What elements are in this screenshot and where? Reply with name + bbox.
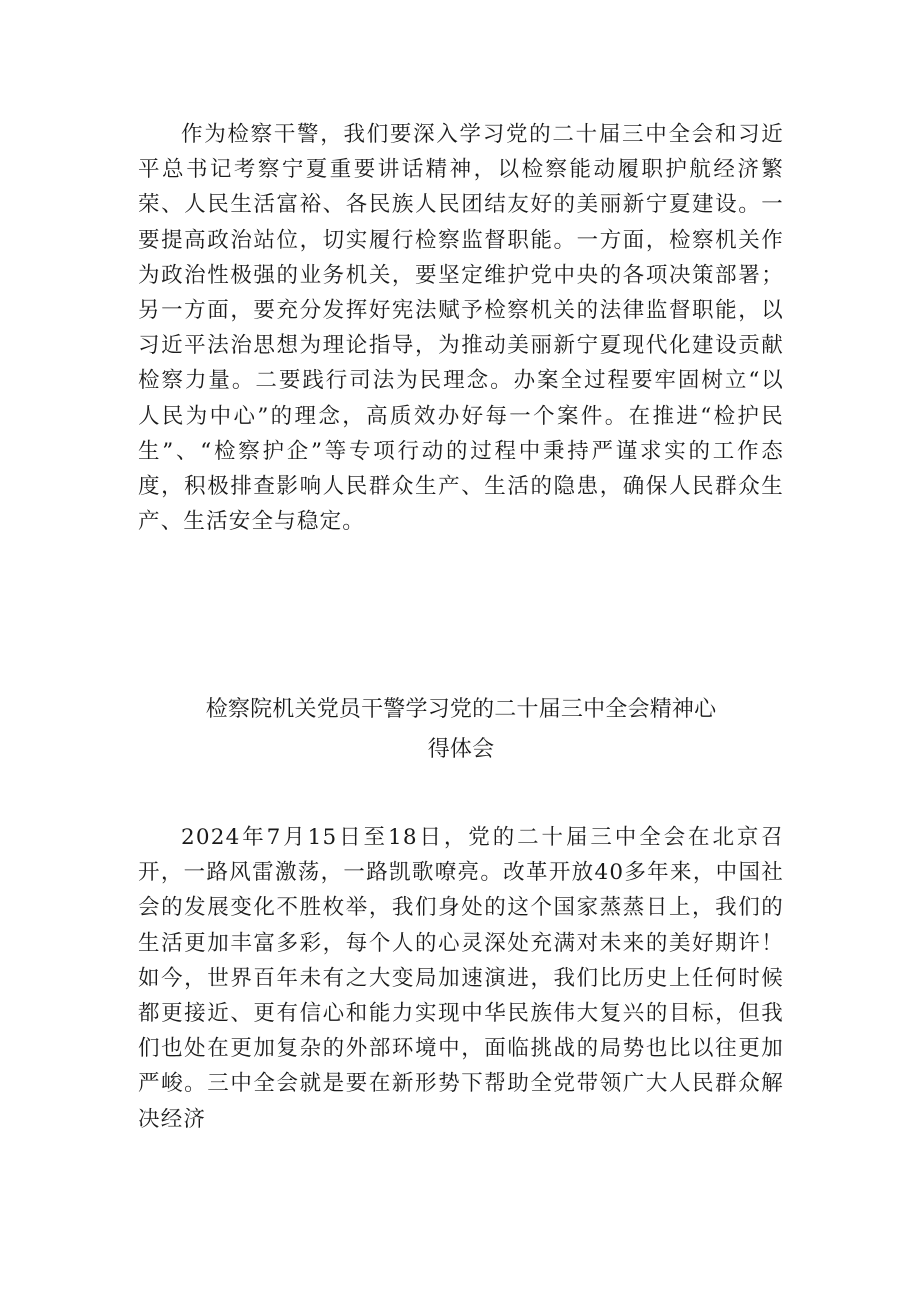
article-title [138, 690, 784, 770]
article-title-line-1: 检察院机关党员干警学习党的二十届三中全会精神心 [205, 697, 717, 722]
body-paragraph-2: 2024年7月15日至18日，党的二十届三中全会在北京召开，一路风雷激荡，一路凯歌嘹亮。改革开放40多年来，中国社会的发展变化不胜枚举，我们身处的这个国家蒸蒸日上，我们的生活更加丰富多彩，每个人的心灵深处充满对未来的美好期许！如今，世界百年未有之大变局加速演进，我们比历史上任何时候都更接近、更有信心和能力实现中华民族伟大复兴的目标，但我们也处在更加复杂的外部环境中，面临挑战的局势也比以往更加严峻。三中全会就是要在新形势下帮助全党带领广大人民群众解决经济 [138, 825, 784, 1132]
body-paragraph-1: 作为检察干警，我们要深入学习党的二十届三中全会和习近平总书记考察宁夏重要讲话精神，以检察能动履职护航经济繁荣、人民生活富裕、各民族人民团结友好的美丽新宁夏建设。一要提高政治站位，切实履行检察监督职能。一方面，检察机关作为政治性极强的业务机关，要坚定维护党中央的各项决策部署；另一方面，要充分发挥好宪法赋予检察机关的法律监督职能，以习近平法治思想为理论指导，为推动美丽新宁夏现代化建设贡献检察力量。二要践行司法为民理念。办案全过程要牢固树立“以人民为中心”的理念，高质效办好每一个案件。在推进“检护民生”、“检察护企”等专项行动的过程中秉持严谨求实的工作态度，积极排查影响人民群众生产、生活的隐患，确保人民群众生产、生活安全与稳定。 [138, 122, 784, 535]
article-title-line-2: 得体会 [427, 737, 495, 762]
